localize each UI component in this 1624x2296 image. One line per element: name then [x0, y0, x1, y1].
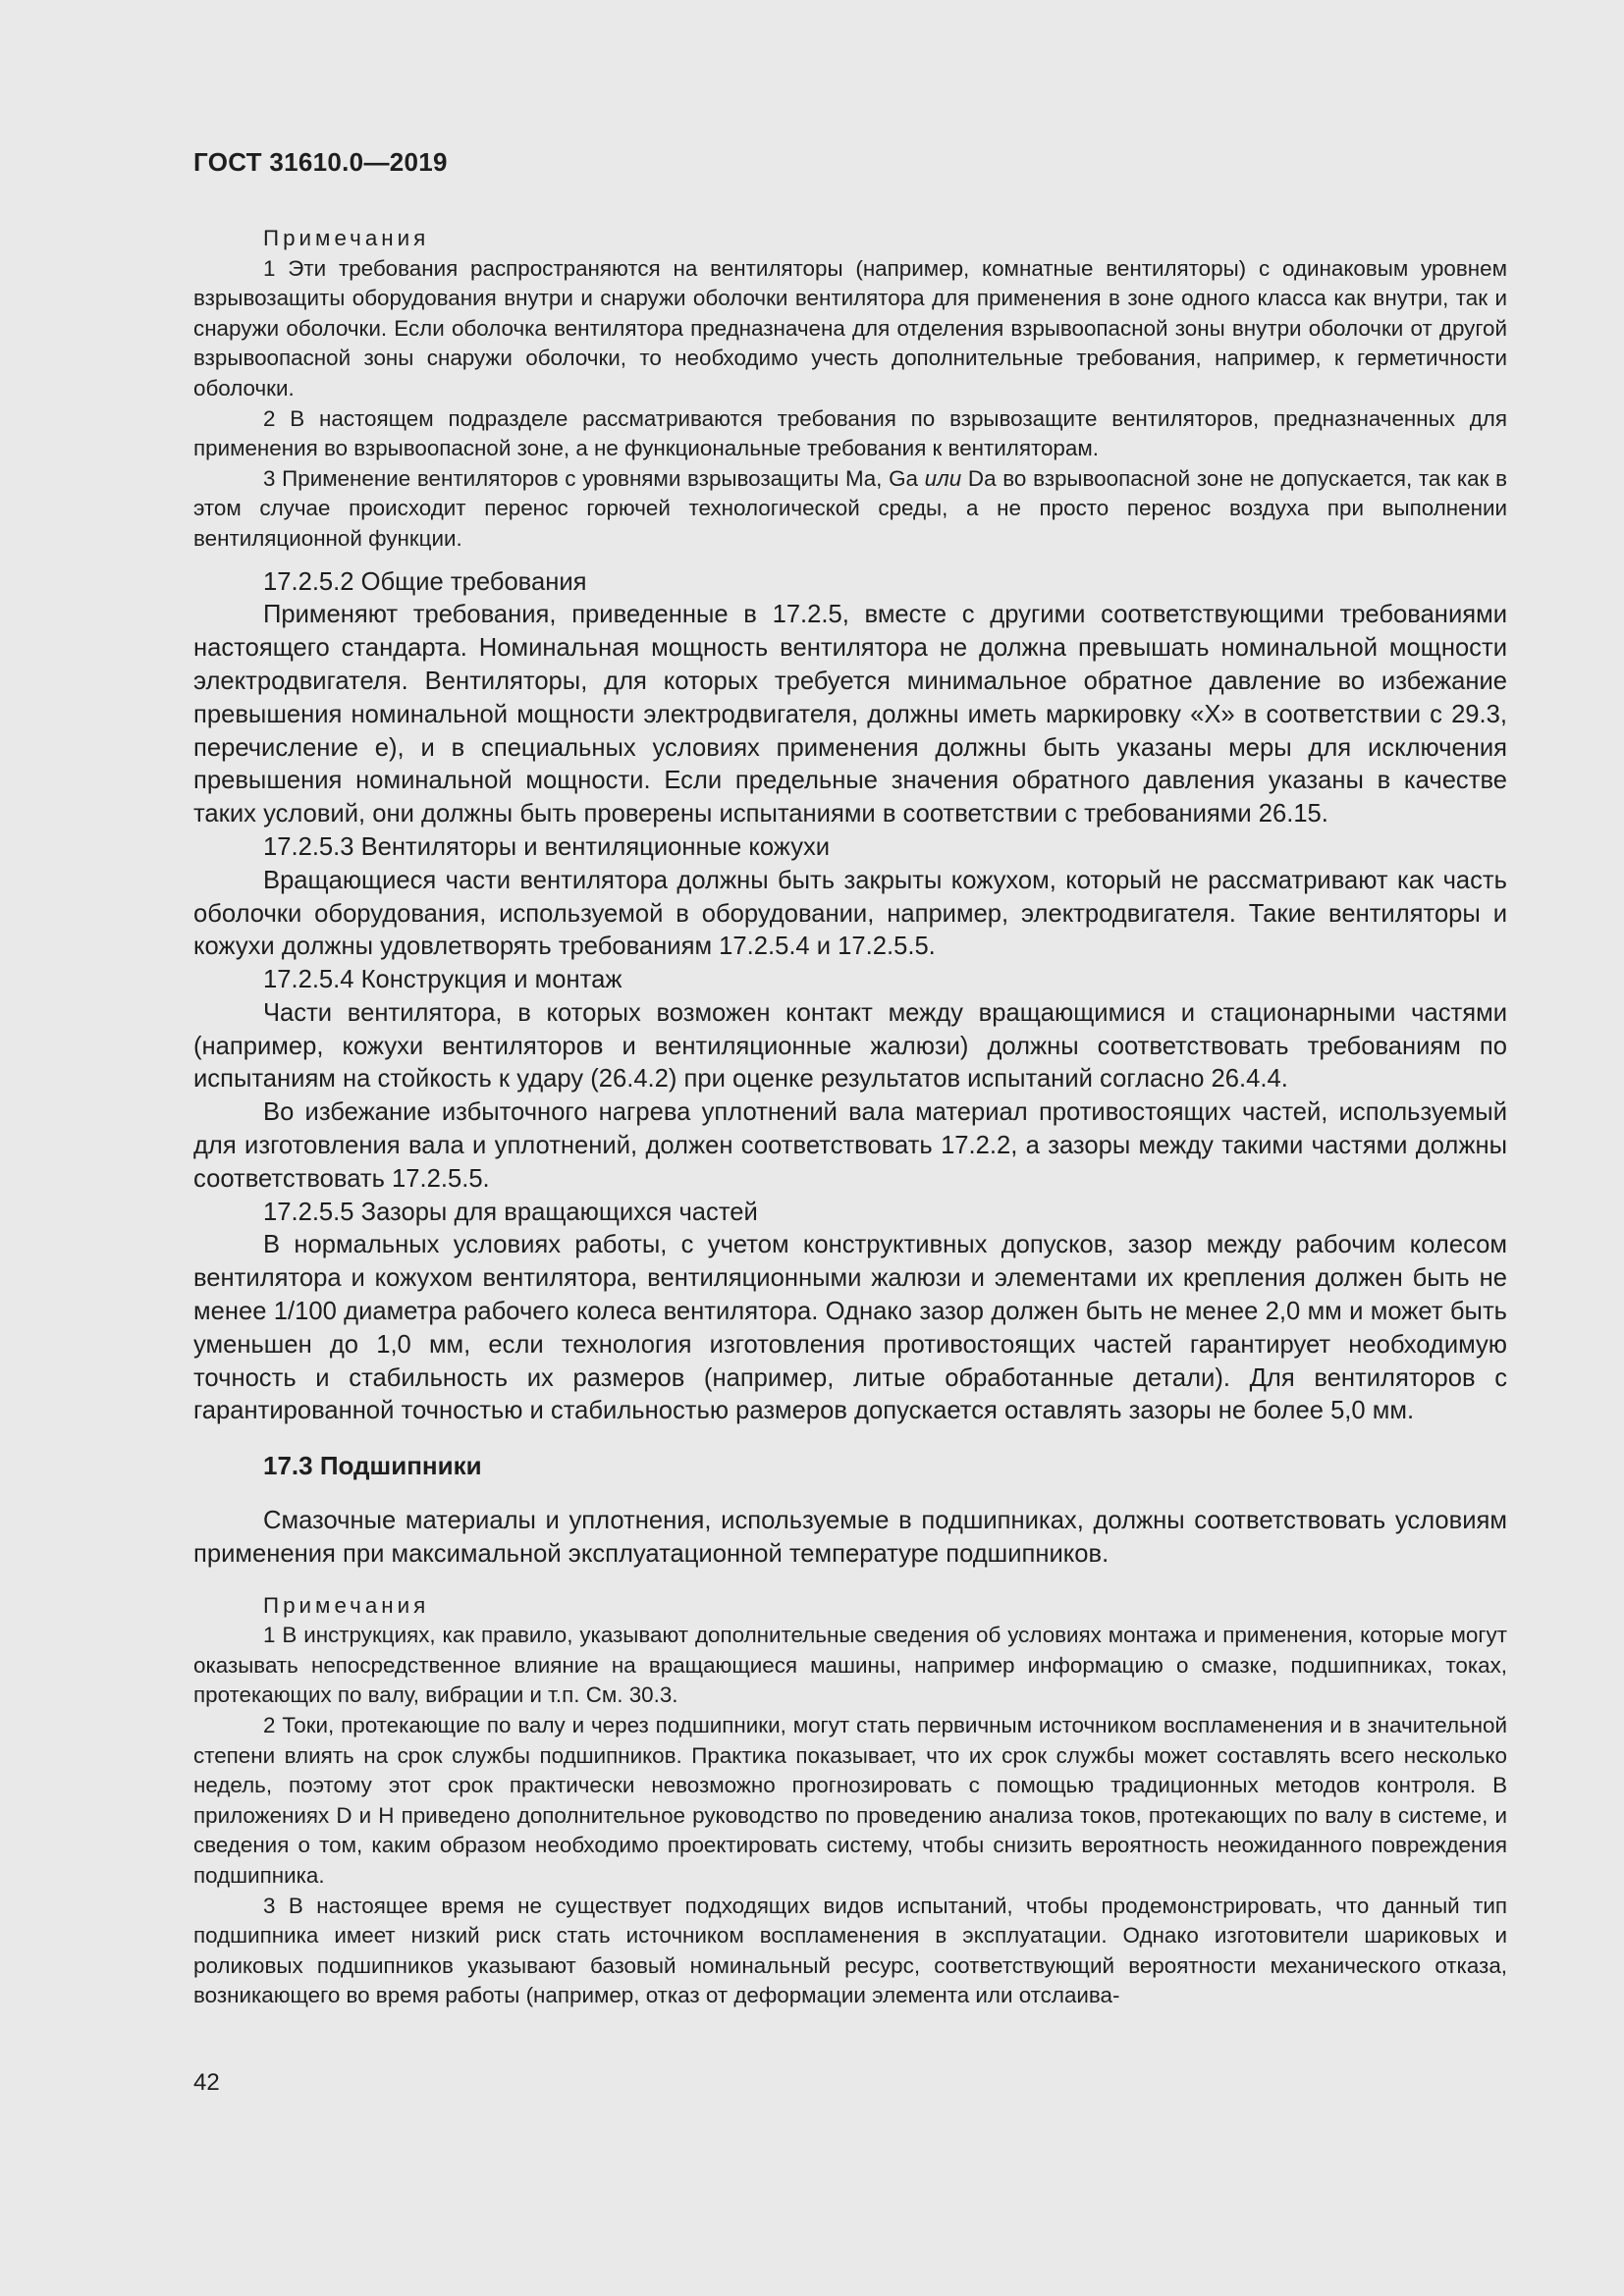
- note-item: 3 В настоящее время не существует подходящих видов испытаний, чтобы продемонстрировать, что данный тип подшипника имеет низкий риск стать источником воспламенения в эксплуатации. Однако изготовители шариковых и роликовых подшипников указывают базовый номинальный ресурс, соответствующий вероятности механического отказа, возникающего во время работы (например, отказ от деформации элемента или отслаива-: [193, 1893, 1507, 2008]
- section-heading-17-2-5-5: 17.2.5.5 Зазоры для вращающихся частей: [263, 1198, 758, 1226]
- note-text: 3 Применение вентиляторов с уровнями взрывозащиты Ma, Ga: [263, 465, 925, 491]
- note-item: 1 В инструкциях, как правило, указывают дополнительные сведения об условиях монтажа и применения, которые могут оказывать непосредственное влияние на вращающиеся машины, например информацию о смазке, подшипниках, токах, протекающих по валу, вибрации и т.п. См. 30.3.: [193, 1623, 1507, 1708]
- document-header: ГОСТ 31610.0—2019: [193, 147, 448, 177]
- section-paragraph: Вращающиеся части вентилятора должны быть закрыты кожухом, который не рассматривают как часть оболочки оборудования, используемой в оборудовании, например, электродвигателя. Такие вентиляторы и кожухи должны удовлетворять требованиям 17.2.5.4 и 17.2.5.5.: [193, 866, 1507, 961]
- notes-block-1: [193, 224, 1507, 555]
- page-content: [193, 224, 1507, 2011]
- section-heading-17-3: 17.3 Подшипники: [263, 1451, 482, 1481]
- note-text: Da во взрывоопасной зоне не допускается, так как в этом случае происходит перенос горючей технологической среды, а не просто перенос воздуха при выполнении вентиляционной функции.: [193, 465, 1507, 551]
- section-heading-17-2-5-3: 17.2.5.3 Вентиляторы и вентиляционные кожухи: [263, 832, 831, 861]
- main-text-block: [193, 566, 1507, 1572]
- notes-title: Примечания: [263, 226, 430, 250]
- note-item: [193, 464, 1507, 555]
- section-paragraph: Части вентилятора, в которых возможен контакт между вращающимися и стационарными частями (например, кожухи вентиляторов и вентиляционные жалюзи) должны соответствовать требованиям по испытаниям на стойкость к удару (26.4.2) при оценке результатов испытаний согласно 26.4.4.: [193, 998, 1507, 1094]
- section-paragraph: Во избежание избыточного нагрева уплотнений вала материал противостоящих частей, используемый для изготовления вала и уплотнений, должен соответствовать 17.2.2, а зазоры между такими частями должны соответствовать 17.2.5.5.: [193, 1098, 1507, 1193]
- section-paragraph: Смазочные материалы и уплотнения, используемые в подшипниках, должны соответствовать условиям применения при максимальной эксплуатационной температуре подшипников.: [193, 1507, 1507, 1568]
- section-paragraph: В нормальных условиях работы, с учетом конструктивных допусков, зазор между рабочим колесом вентилятора и кожухом вентилятора, вентиляционными жалюзи и элементами их крепления должен быть не менее 1/100 диаметра рабочего колеса вентилятора. Однако зазор должен быть не менее 2,0 мм и может быть уменьшен до 1,0 мм, если технология изготовления противостоящих частей гарантирует необходимую точность и стабильность их размеров (например, литые обработанные детали). Для вентиляторов с гарантированной точностью и стабильностью размеров допускается оставлять зазоры не более 5,0 мм.: [193, 1231, 1507, 1425]
- notes-block-2: [193, 1591, 1507, 2011]
- section-heading-17-2-5-4: 17.2.5.4 Конструкция и монтаж: [263, 966, 623, 994]
- note-item: 2 В настоящем подразделе рассматриваются требования по взрывозащите вентиляторов, предназначенных для применения во взрывоопасной зоне, а не функциональные требования к вентиляторам.: [193, 405, 1507, 461]
- note-item: 2 Токи, протекающие по валу и через подшипники, могут стать первичным источником воспламенения и в значительной степени влиять на срок службы подшипников. Практика показывает, что их срок службы может составлять всего несколько недель, поэтому этот срок практически невозможно прогнозировать с помощью традиционных методов контроля. В приложениях D и H приведено дополнительное руководство по проведению анализа токов, протекающих по валу в системе, и сведения о том, каким образом необходимо проектировать систему, чтобы снизить вероятность неожиданного повреждения подшипника.: [193, 1713, 1507, 1888]
- section-heading-17-2-5-2: 17.2.5.2 Общие требования: [263, 567, 587, 596]
- page-number: 42: [193, 2069, 220, 2096]
- section-paragraph: Применяют требования, приведенные в 17.2.5, вместе с другими соответствующими требованиями настоящего стандарта. Номинальная мощность вентилятора не должна превышать номинальной мощности электродвигателя. Вентиляторы, для которых требуется минимальное обратное давление во избежание превышения номинальной мощности электродвигателя, должны иметь маркировку «X» в соответствии с 29.3, перечисление е), и в специальных условиях применения должны быть указаны меры для исключения превышения номинальной мощности. Если предельные значения обратного давления указаны в качестве таких условий, они должны быть проверены испытаниями в соответствии с требованиями 26.15.: [193, 601, 1507, 828]
- notes-title: Примечания: [263, 1592, 430, 1618]
- note-italic-word: или: [924, 465, 962, 491]
- note-item: 1 Эти требования распространяются на вентиляторы (например, комнатные вентиляторы) с одинаковым уровнем взрывозащиты оборудования внутри и снаружи оболочки вентилятора для применения в зоне одного класса как внутри, так и снаружи оболочки. Если оболочка вентилятора предназначена для отделения взрывоопасной зоны внутри оболочки от другой взрывоопасной зоны снаружи оболочки, то необходимо учесть дополнительные требования, например, к герметичности оболочки.: [193, 255, 1507, 400]
